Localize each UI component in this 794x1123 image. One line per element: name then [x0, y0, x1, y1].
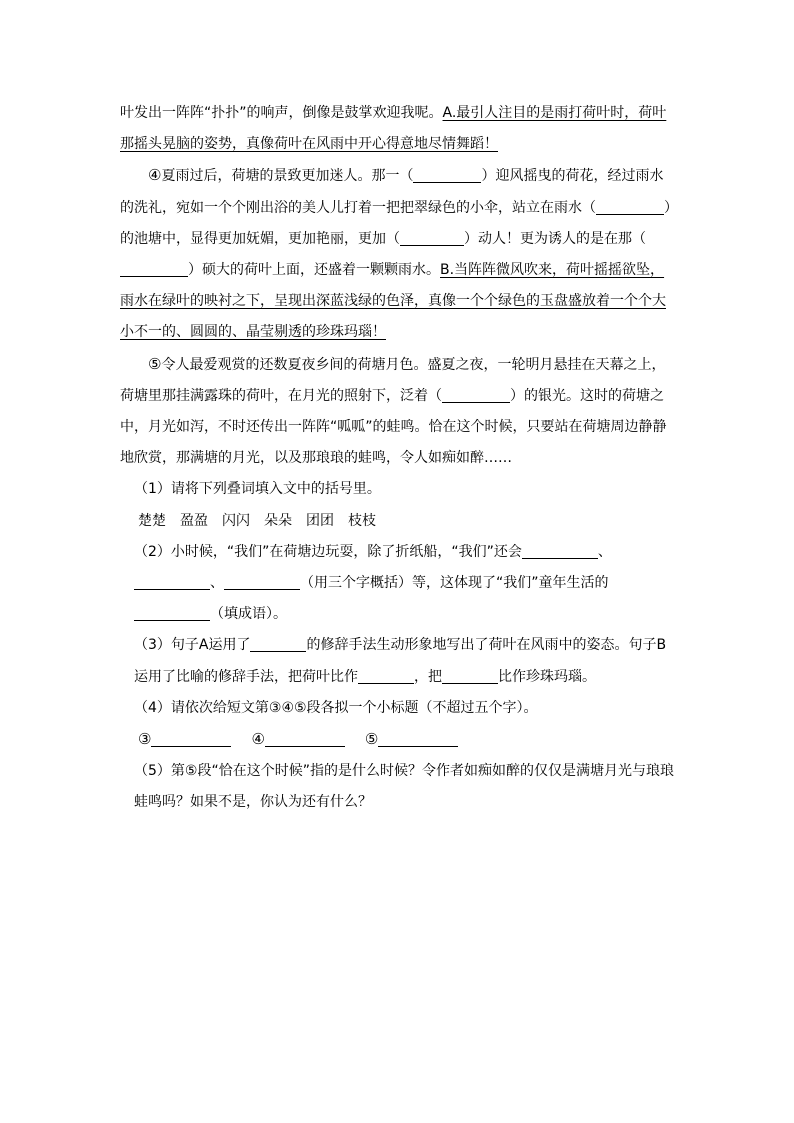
answer-blank[interactable] [224, 575, 300, 590]
paragraph-text: 夏雨过后，荷塘的景致更加迷人。那一（ [161, 168, 414, 185]
paragraph-4 [120, 160, 676, 348]
heading-answers [120, 724, 676, 756]
paragraph-text: ）硕大的荷叶上面，还盛着一颗颗雨水。 [188, 262, 440, 279]
question-3 [120, 630, 676, 692]
paragraph-text: ）迎风摇曳的荷花，经过雨水的洗礼，宛如一个个刚出浴的美人儿打着一把把翠绿色的小伞，站立在雨水（ [120, 168, 664, 216]
answer-blank[interactable] [265, 732, 345, 747]
paragraph-text: 令人最爱观赏的还数夏夜乡间的荷塘月色。盛夏之夜，一轮明月悬挂在天幕之上，荷塘里那挂满露珠的荷叶，在月光的照射下，泛着（ [120, 356, 666, 404]
answer-blank[interactable] [358, 669, 414, 684]
answer-blank[interactable] [151, 732, 231, 747]
answer-blank[interactable] [442, 669, 498, 684]
sentence-a: A.最引人注目的是雨打荷叶时，荷叶那摇头晃脑的姿势，真像荷叶在风雨中开心得意地尽情舞蹈！ [120, 105, 667, 153]
paragraph-text: ）的池塘中，显得更加妩媚，更加艳丽，更加（ [120, 199, 671, 247]
question-text: 的修辞手法生动形象地写出了荷叶在风雨中的姿态。句子B运用了比喻的修辞手法，把荷叶比作 [134, 637, 667, 685]
question-4 [120, 693, 676, 724]
answer-blank[interactable] [134, 575, 210, 590]
word-item: 枝枝 [348, 512, 376, 529]
question-1 [120, 474, 676, 505]
answer-label: ③ [138, 730, 152, 749]
paragraph-5 [120, 349, 676, 475]
answer-label: ⑤ [364, 730, 379, 749]
word-item: 盈盈 [180, 512, 208, 529]
question-text: （4）请依次给短文第③④⑤段各拟一个小标题（不超过五个字）。 [134, 699, 538, 716]
separator: 、 [597, 543, 612, 560]
paragraph-text: ）的银光。这时的荷塘之中，月光如泻，不时还传出一阵阵“呱呱”的蛙鸣。恰在这个时候，只要站在荷塘周边静静地欣赏，那满塘的月光，以及那琅琅的蛙鸣，令人如痴如醉…… [120, 387, 667, 467]
word-list [120, 506, 676, 537]
question-text: （1）请将下列叠词填入文中的括号里。 [134, 481, 381, 498]
question-text: （3）句子A运用了 [134, 637, 251, 654]
reading-passage [120, 98, 676, 819]
blank[interactable] [442, 388, 510, 403]
question-text: 比作珍珠玛瑙。 [498, 668, 596, 685]
separator: 、 [210, 575, 224, 592]
answer-blank[interactable] [522, 544, 598, 559]
blank[interactable] [120, 262, 188, 277]
paragraph-3-tail [120, 98, 676, 160]
question-text: ，把 [414, 668, 442, 685]
paragraph-text: ）动人！更为诱人的是在那（ [464, 230, 646, 247]
word-item: 朵朵 [264, 512, 292, 529]
question-5 [120, 756, 676, 818]
question-text: （填成语）。 [210, 606, 287, 623]
word-item: 团团 [306, 512, 334, 529]
paragraph-text: 叶发出一阵阵“扑扑”的响声，倒像是鼓掌欢迎我呢。 [120, 105, 443, 121]
word-item: 楚楚 [138, 512, 166, 529]
paragraph-number: ⑤ [148, 354, 162, 373]
blank[interactable] [596, 200, 664, 215]
question-text: （5）第⑤段“恰在这个时候”指的是什么时候？令作者如痴如醉的仅仅是满塘月光与琅琅蛙鸣吗？如果不是，你认为还有什么？ [134, 763, 674, 811]
word-item: 闪闪 [222, 512, 250, 529]
question-text: （用三个字概括）等，这体现了“我们”童年生活的 [300, 575, 609, 592]
blank[interactable] [400, 231, 464, 246]
answer-blank[interactable] [250, 637, 306, 652]
answer-blank[interactable] [378, 732, 458, 747]
answer-blank[interactable] [134, 606, 210, 621]
sentence-b: B.当阵阵微风吹来，荷叶摇摇欲坠，雨水在绿叶的映衬之下，呈现出深蓝浅绿的色泽，真像一个个绿色的玉盘盛放着一个个大小不一的、圆圆的、晶莹剔透的珍珠玛瑙！ [120, 262, 666, 341]
blank[interactable] [413, 168, 481, 183]
paragraph-number: ④ [148, 166, 162, 185]
question-text: （2）小时候，“我们”在荷塘边玩耍，除了折纸船，“我们”还会 [134, 543, 522, 560]
question-2 [120, 537, 676, 631]
answer-label: ④ [251, 730, 265, 749]
